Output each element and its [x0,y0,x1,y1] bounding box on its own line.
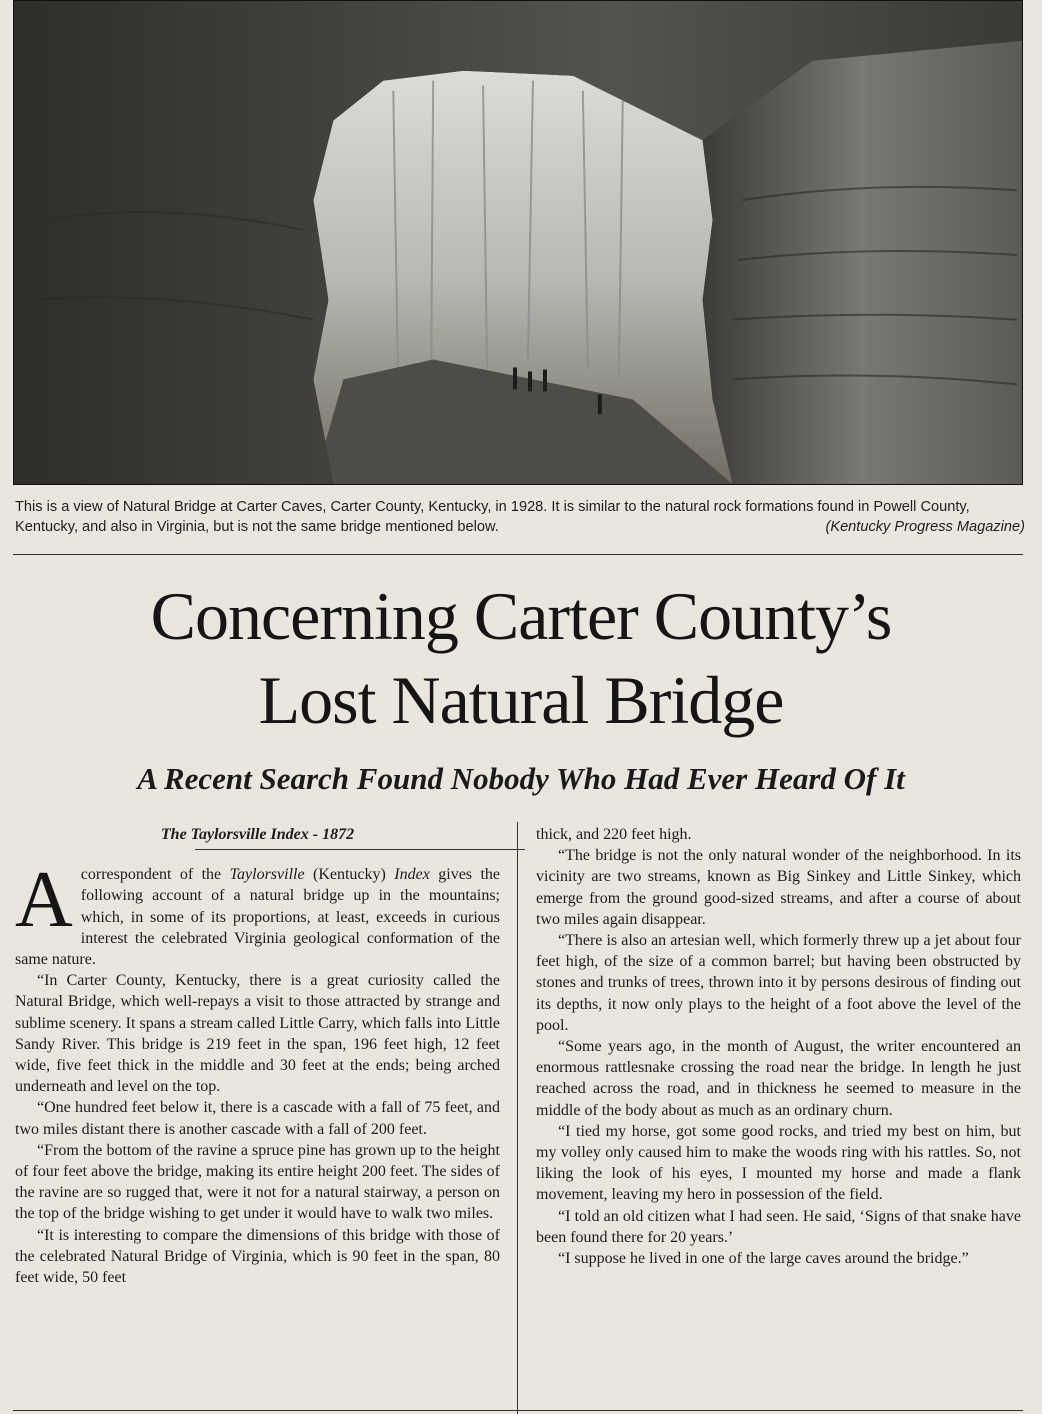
body-paragraph: “It is interesting to compare the dimensions of this bridge with those of the celebrated Natural Bridge of Virginia, which is 90 feet in the span, 80 feet wide, 50 feet [15,1226,500,1287]
continued-paragraph: thick, and 220 feet high. [536,826,692,843]
photo-illustration [14,1,1022,484]
bottom-divider [13,1410,1023,1411]
drop-cap: A [15,856,73,945]
photo-caption [15,497,1025,537]
body-paragraph: “I tied my horse, got some good rocks, and tried my best on him, but my volley only caused him to make the woods ring with his rattles. So, not liking the look of his eyes, I mounted my horse and made a flank movement, leaving my hero in possession of the field. [536,1122,1021,1204]
intro-paragraph [15,856,501,970]
headline-line-2: Lost Natural Bridge [258,662,784,738]
dateline-rule [195,849,525,850]
caption-text: This is a view of Natural Bridge at Carter Caves, Carter County, Kentucky, in 1928. It is similar to the natural rock formations found in Powell County, Kentucky, and also in Virginia, but is not the same bridge mentioned below. [15,499,970,535]
body-paragraph: “Some years ago, in the month of August, the writer encountered an enormous rattlesnake crossing the road near the bridge. In length he just reached across the road, and in thickness he seemed to measure in the middle of the body about as much as an ordinary churn. [536,1038,1021,1119]
dateline: The Taylorsville Index - 1872 [160,826,355,843]
body-paragraph: “One hundred feet below it, there is a cascade with a fall of 75 feet, and two miles distant there is another cascade with a fall of 200 feet. [15,1099,500,1138]
paper-name: Taylorsville [229,866,305,884]
right-column [536,824,1021,1269]
body-paragraph: “I suppose he lived in one of the large caves around the bridge.” [558,1250,969,1268]
subheadline: A Recent Search Found Nobody Who Had Ever Heard Of It [137,761,905,796]
intro-text-3: gives the following account of a natural bridge up in the mountains; which, in some of its proportions, at least, exceeds in curious interest the celebrated Virginia geological conformation of the same nature. [15,866,501,969]
body-paragraph: “There is also an artesian well, which formerly threw up a jet about four feet high, of the size of a common barrel; but having been obstructed by stones and trunks of trees, thrown into it by persons desirous of finding out its depths, it now only plays to the height of a foot above the level of the pool. [536,932,1021,1034]
headline [0,574,1042,742]
body-paragraph: “In Carter County, Kentucky, there is a great curiosity called the Natural Bridge, which well-repays a visit to those attracted by strange and sublime scenery. It spans a stream called Little Carry, which falls into Little Sandy River. This bridge is 219 feet in the span, 196 feet high, 12 feet wide, five feet thick in the middle and 30 feet at the ends; being arched underneath and level on the top. [15,972,500,1096]
photo-credit: (Kentucky Progress Magazine) [825,519,1025,535]
intro-text-1: correspondent of the [80,866,230,884]
natural-bridge-photo [13,0,1023,485]
body-paragraph: “I told an old citizen what I had seen. He said, ‘Signs of that snake have been found there for 20 years.’ [536,1207,1021,1246]
body-paragraph: “From the bottom of the ravine a spruce pine has grown up to the height of four feet above the bridge, making its entire height 200 feet. The sides of the ravine are so rugged that, were it not for a natural stairway, a person on the top of the bridge wishing to get under it would have to walk two miles. [15,1141,500,1223]
column-divider [517,822,518,1414]
paper-word: Index [394,866,430,884]
body-paragraph: “The bridge is not the only natural wonder of the neighborhood. In its vicinity are two streams, known as Big Sinkey and Little Sinkey, which emerge from the ground good-sized streams, and after a course of about two miles again disappear. [536,847,1021,928]
left-column [15,824,500,1288]
headline-line-1: Concerning Carter County’s [150,578,892,654]
top-divider [13,554,1023,555]
intro-text-2: (Kentucky) [304,866,395,884]
